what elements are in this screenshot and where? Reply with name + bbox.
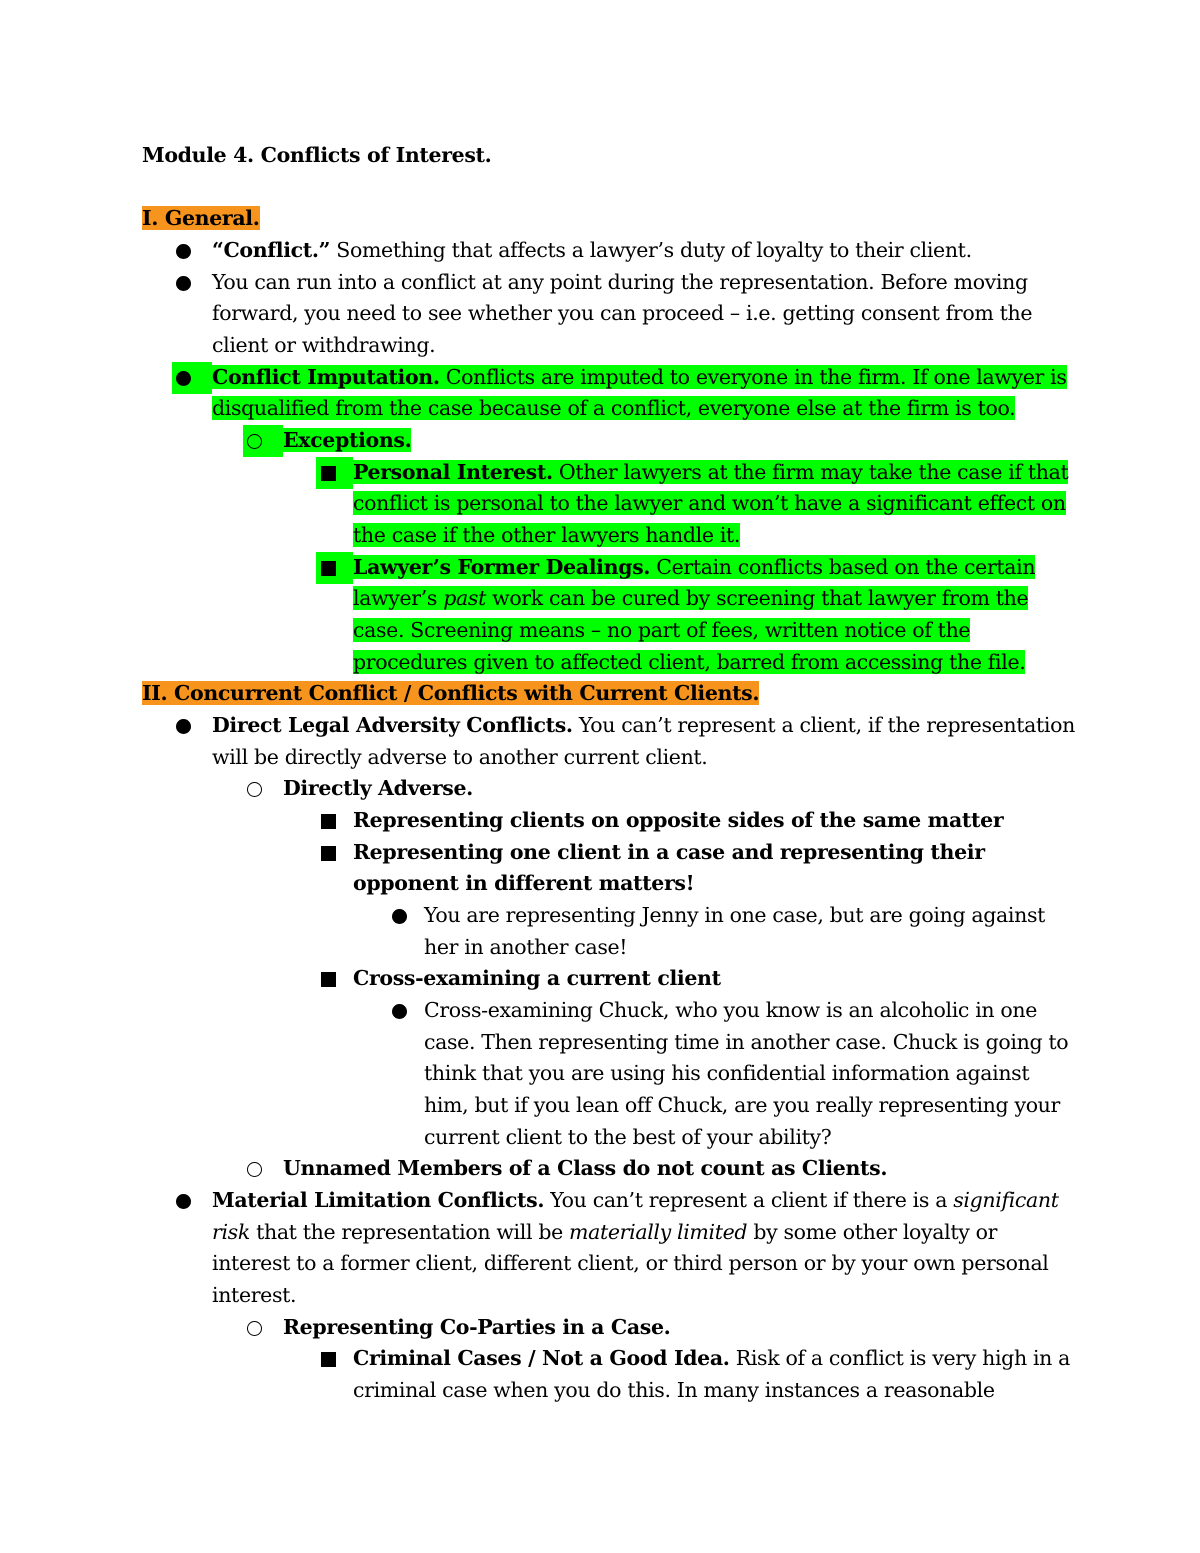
bullet-disc: [176, 244, 191, 259]
bullet-square: [321, 972, 336, 987]
list-item-conflict-imputation: Conflict Imputation. Conflicts are imputed to everyone in the firm. If one lawyer is: [212, 362, 1067, 394]
list-item-one-client-cont: opponent in different matters!: [353, 871, 695, 895]
list-item-personal-interest-cont: the case if the other lawyers handle it.: [353, 523, 741, 547]
list-item-opposite-sides: Representing clients on opposite sides of the same matter: [353, 805, 1003, 837]
list-item-chuck-example-cont: him, but if you lean off Chuck, are you really representing your: [424, 1093, 1060, 1117]
list-item-chuck-example-cont: current client to the best of your ability?: [424, 1125, 832, 1149]
list-item-material-limitation: Material Limitation Conflicts. You can’t represent a client if there is a significant: [212, 1185, 1059, 1217]
list-item-chuck-example: Cross-examining Chuck, who you know is an alcoholic in one: [424, 995, 1037, 1027]
list-item-chuck-example-cont: think that you are using his confidential information against: [424, 1061, 1030, 1085]
list-item-criminal-cases-cont: criminal case when you do this. In many instances a reasonable: [353, 1378, 995, 1402]
bullet-disc: [176, 371, 191, 386]
list-item-jenny-example-cont: her in another case!: [424, 935, 628, 959]
list-item-co-parties: Representing Co-Parties in a Case.: [283, 1312, 670, 1344]
bullet-disc: [176, 276, 191, 291]
section-heading-general: I. General.: [142, 206, 260, 230]
bullet-square: [321, 814, 336, 829]
section-heading-concurrent: II. Concurrent Conflict / Conflicts with Current Clients.: [142, 681, 760, 705]
bullet-disc: [176, 719, 191, 734]
list-item-former-dealings: Lawyer’s Former Dealings. Certain conflicts based on the certain: [353, 552, 1035, 584]
list-item-directly-adverse: Directly Adverse.: [283, 773, 473, 805]
bullet-square: [321, 1352, 336, 1367]
bullet-circle: [247, 1162, 262, 1177]
list-item-former-dealings-cont: lawyer’s past work can be cured by screening that lawyer from the: [353, 586, 1029, 610]
list-item-any-point: You can run into a conflict at any point during the representation. Before moving: [212, 267, 1028, 299]
bullet-circle: [247, 1321, 262, 1336]
list-item-cross-examining: Cross-examining a current client: [353, 963, 721, 995]
bullet-disc: [392, 909, 407, 924]
bullet-square: [321, 561, 336, 576]
list-item-any-point-cont: client or withdrawing.: [212, 333, 436, 357]
list-item-conflict-definition: “Conflict.” Something that affects a lawyer’s duty of loyalty to their client.: [212, 235, 972, 267]
bullet-square: [321, 466, 336, 481]
bullet-disc: [176, 1194, 191, 1209]
list-item-material-limitation-cont: interest.: [212, 1283, 297, 1307]
bullet-circle: [247, 434, 262, 449]
list-item-conflict-imputation-cont: disqualified from the case because of a conflict, everyone else at the firm is too.: [212, 396, 1016, 420]
list-item-material-limitation-cont: interest to a former client, different client, or third person or by your own personal: [212, 1251, 1049, 1275]
list-item-direct-adversity-cont: will be directly adverse to another current client.: [212, 745, 708, 769]
list-item-material-limitation-cont: risk that the representation will be materially limited by some other loyalty or: [212, 1220, 998, 1244]
bullet-square: [321, 846, 336, 861]
list-item-any-point-cont: forward, you need to see whether you can proceed – i.e. getting consent from the: [212, 301, 1033, 325]
document-title: Module 4. Conflicts of Interest.: [142, 143, 492, 167]
list-item-unnamed-members: Unnamed Members of a Class do not count as Clients.: [283, 1153, 887, 1185]
list-item-one-client: Representing one client in a case and representing their: [353, 837, 985, 869]
list-item-chuck-example-cont: case. Then representing time in another case. Chuck is going to: [424, 1030, 1069, 1054]
list-item-former-dealings-cont: procedures given to affected client, barred from accessing the file.: [353, 650, 1026, 674]
list-item-former-dealings-cont: case. Screening means – no part of fees, written notice of the: [353, 618, 971, 642]
list-item-jenny-example: You are representing Jenny in one case, but are going against: [424, 900, 1045, 932]
list-item-personal-interest-cont: conflict is personal to the lawyer and won’t have a significant effect on: [353, 491, 1066, 515]
bullet-disc: [392, 1004, 407, 1019]
list-item-exceptions: Exceptions.: [283, 425, 411, 457]
bullet-circle: [247, 782, 262, 797]
list-item-criminal-cases: Criminal Cases / Not a Good Idea. Risk of a conflict is very high in a: [353, 1343, 1070, 1375]
list-item-personal-interest: Personal Interest. Other lawyers at the firm may take the case if that: [353, 457, 1068, 489]
list-item-direct-adversity: Direct Legal Adversity Conflicts. You can’t represent a client, if the representation: [212, 710, 1075, 742]
